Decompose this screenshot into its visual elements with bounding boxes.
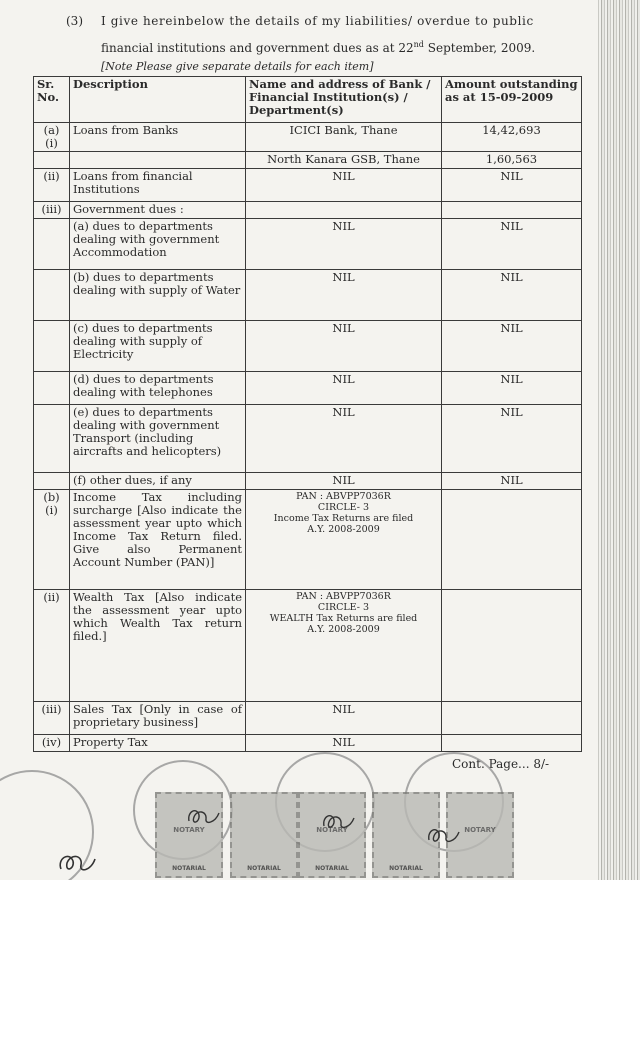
cell-bank: NIL bbox=[246, 405, 442, 473]
cell-description: Wealth Tax [Also indicate the assessment year upto which Wealth Tax return filed.] bbox=[70, 590, 246, 702]
cell-description: Government dues : bbox=[70, 202, 246, 219]
cell-bank: NIL bbox=[246, 372, 442, 405]
table-header-row bbox=[34, 77, 582, 123]
cell-bank: NIL bbox=[246, 473, 442, 490]
item-number: (3) bbox=[66, 14, 83, 28]
bank-line: A.Y. 2008-2009 bbox=[307, 624, 380, 635]
intro-line-2 bbox=[101, 38, 535, 55]
cell-sr-no: (b) (i) bbox=[34, 490, 70, 590]
cell-amount: NIL bbox=[442, 169, 582, 202]
table-row bbox=[34, 219, 582, 270]
cell-description bbox=[70, 152, 246, 169]
cell-sr-no bbox=[34, 473, 70, 490]
cell-amount bbox=[442, 202, 582, 219]
cell-amount: NIL bbox=[442, 270, 582, 321]
scan-edge-shadow bbox=[598, 0, 640, 880]
cell-description: Loans from Banks bbox=[70, 123, 246, 152]
cell-amount: NIL bbox=[442, 372, 582, 405]
notarial-stamp-2 bbox=[230, 792, 298, 878]
notarial-label-2: NOTARIAL bbox=[247, 865, 281, 872]
cell-amount: NIL bbox=[442, 405, 582, 473]
signature-mark-3 bbox=[320, 808, 360, 834]
cell-bank: ICICI Bank, Thane bbox=[246, 123, 442, 152]
notarial-label-4: NOTARIAL bbox=[389, 865, 423, 872]
table-row bbox=[34, 405, 582, 473]
cell-sr-no: (a) (i) bbox=[34, 123, 70, 152]
table-row bbox=[34, 735, 582, 752]
intro-line-2-suffix: September, 2009. bbox=[423, 41, 536, 55]
header-amount: Amount outstanding as at 15-09-2009 bbox=[442, 77, 582, 123]
cell-description: (f) other dues, if any bbox=[70, 473, 246, 490]
cell-amount: 1,60,563 bbox=[442, 152, 582, 169]
table-row bbox=[34, 270, 582, 321]
cell-sr-no bbox=[34, 372, 70, 405]
intro-note: [Note Please give separate details for each item] bbox=[101, 60, 374, 73]
cell-bank: NIL bbox=[246, 169, 442, 202]
table-row bbox=[34, 202, 582, 219]
cell-description: (b) dues to departments dealing with supply of Water bbox=[70, 270, 246, 321]
notarial-label-1: NOTARIAL bbox=[172, 865, 206, 872]
liabilities-table bbox=[33, 76, 582, 752]
header-description: Description bbox=[70, 77, 246, 123]
cell-amount: 14,42,693 bbox=[442, 123, 582, 152]
bank-line: A.Y. 2008-2009 bbox=[307, 524, 380, 535]
cell-sr-no: (iii) bbox=[34, 202, 70, 219]
table-row bbox=[34, 152, 582, 169]
notarial-label-3: NOTARIAL bbox=[315, 865, 349, 872]
header-sr-no: Sr. No. bbox=[34, 77, 70, 123]
intro-line-1: I give hereinbelow the details of my liabilities/ overdue to public bbox=[101, 14, 534, 28]
cell-bank bbox=[246, 490, 442, 590]
continuation-note: Cont. Page... 8/- bbox=[452, 757, 550, 771]
bank-line: PAN : ABVPP7036R bbox=[296, 591, 391, 602]
cell-description: (c) dues to departments dealing with supply of Electricity bbox=[70, 321, 246, 372]
cell-description: (d) dues to departments dealing with telephones bbox=[70, 372, 246, 405]
cell-bank: North Kanara GSB, Thane bbox=[246, 152, 442, 169]
table-body bbox=[34, 123, 582, 752]
bank-line: CIRCLE- 3 bbox=[317, 602, 370, 613]
cell-amount bbox=[442, 735, 582, 752]
signature-mark-4 bbox=[425, 822, 465, 848]
cell-sr-no bbox=[34, 152, 70, 169]
cell-sr-no bbox=[34, 321, 70, 372]
cell-sr-no: (ii) bbox=[34, 590, 70, 702]
header-bank: Name and address of Bank / Financial Institution(s) / Department(s) bbox=[246, 77, 442, 123]
cell-sr-no: (iv) bbox=[34, 735, 70, 752]
notary-label-5: NOTARY bbox=[464, 826, 496, 834]
cell-sr-no bbox=[34, 219, 70, 270]
cell-amount bbox=[442, 590, 582, 702]
cell-description: Property Tax bbox=[70, 735, 246, 752]
cell-amount bbox=[442, 490, 582, 590]
cell-sr-no bbox=[34, 270, 70, 321]
table-row bbox=[34, 702, 582, 735]
cell-bank: NIL bbox=[246, 321, 442, 372]
cell-bank: NIL bbox=[246, 219, 442, 270]
bank-line: CIRCLE- 3 bbox=[317, 502, 370, 513]
cell-description: (e) dues to departments dealing with government Transport (including aircrafts and helicopters) bbox=[70, 405, 246, 473]
cell-bank: NIL bbox=[246, 270, 442, 321]
table-row bbox=[34, 321, 582, 372]
cell-bank: NIL bbox=[246, 735, 442, 752]
table-row bbox=[34, 490, 582, 590]
cell-bank: NIL bbox=[246, 702, 442, 735]
table-row bbox=[34, 372, 582, 405]
signature-mark-1 bbox=[55, 845, 105, 877]
table-row bbox=[34, 590, 582, 702]
cell-description: Loans from financial Institutions bbox=[70, 169, 246, 202]
bank-line: Income Tax Returns are filed bbox=[273, 513, 414, 524]
cell-amount: NIL bbox=[442, 321, 582, 372]
table-row bbox=[34, 473, 582, 490]
bank-line: PAN : ABVPP7036R bbox=[296, 491, 391, 502]
cell-sr-no bbox=[34, 405, 70, 473]
cell-amount: NIL bbox=[442, 473, 582, 490]
signature-mark-2 bbox=[185, 803, 225, 829]
notarial-stamp-3 bbox=[298, 792, 366, 878]
cell-sr-no: (ii) bbox=[34, 169, 70, 202]
intro-line-2-prefix: financial institutions and government dues as at 22 bbox=[101, 41, 414, 55]
bank-line: WEALTH Tax Returns are filed bbox=[269, 613, 418, 624]
cell-description: Income Tax including surcharge [Also indicate the assessment year upto which Income Tax Return filed. Give also Permanent Account Number (PAN)] bbox=[70, 490, 246, 590]
cell-amount: NIL bbox=[442, 219, 582, 270]
cell-amount bbox=[442, 702, 582, 735]
intro-line-2-sup: nd bbox=[413, 40, 424, 49]
cell-description: Sales Tax [Only in case of proprietary business] bbox=[70, 702, 246, 735]
cell-bank bbox=[246, 202, 442, 219]
table-row bbox=[34, 169, 582, 202]
notary-label-3: NOTARY bbox=[316, 826, 348, 834]
cell-description: (a) dues to departments dealing with government Accommodation bbox=[70, 219, 246, 270]
cell-sr-no: (iii) bbox=[34, 702, 70, 735]
notary-label-1: NOTARY bbox=[173, 826, 205, 834]
table-row bbox=[34, 123, 582, 152]
cell-bank bbox=[246, 590, 442, 702]
